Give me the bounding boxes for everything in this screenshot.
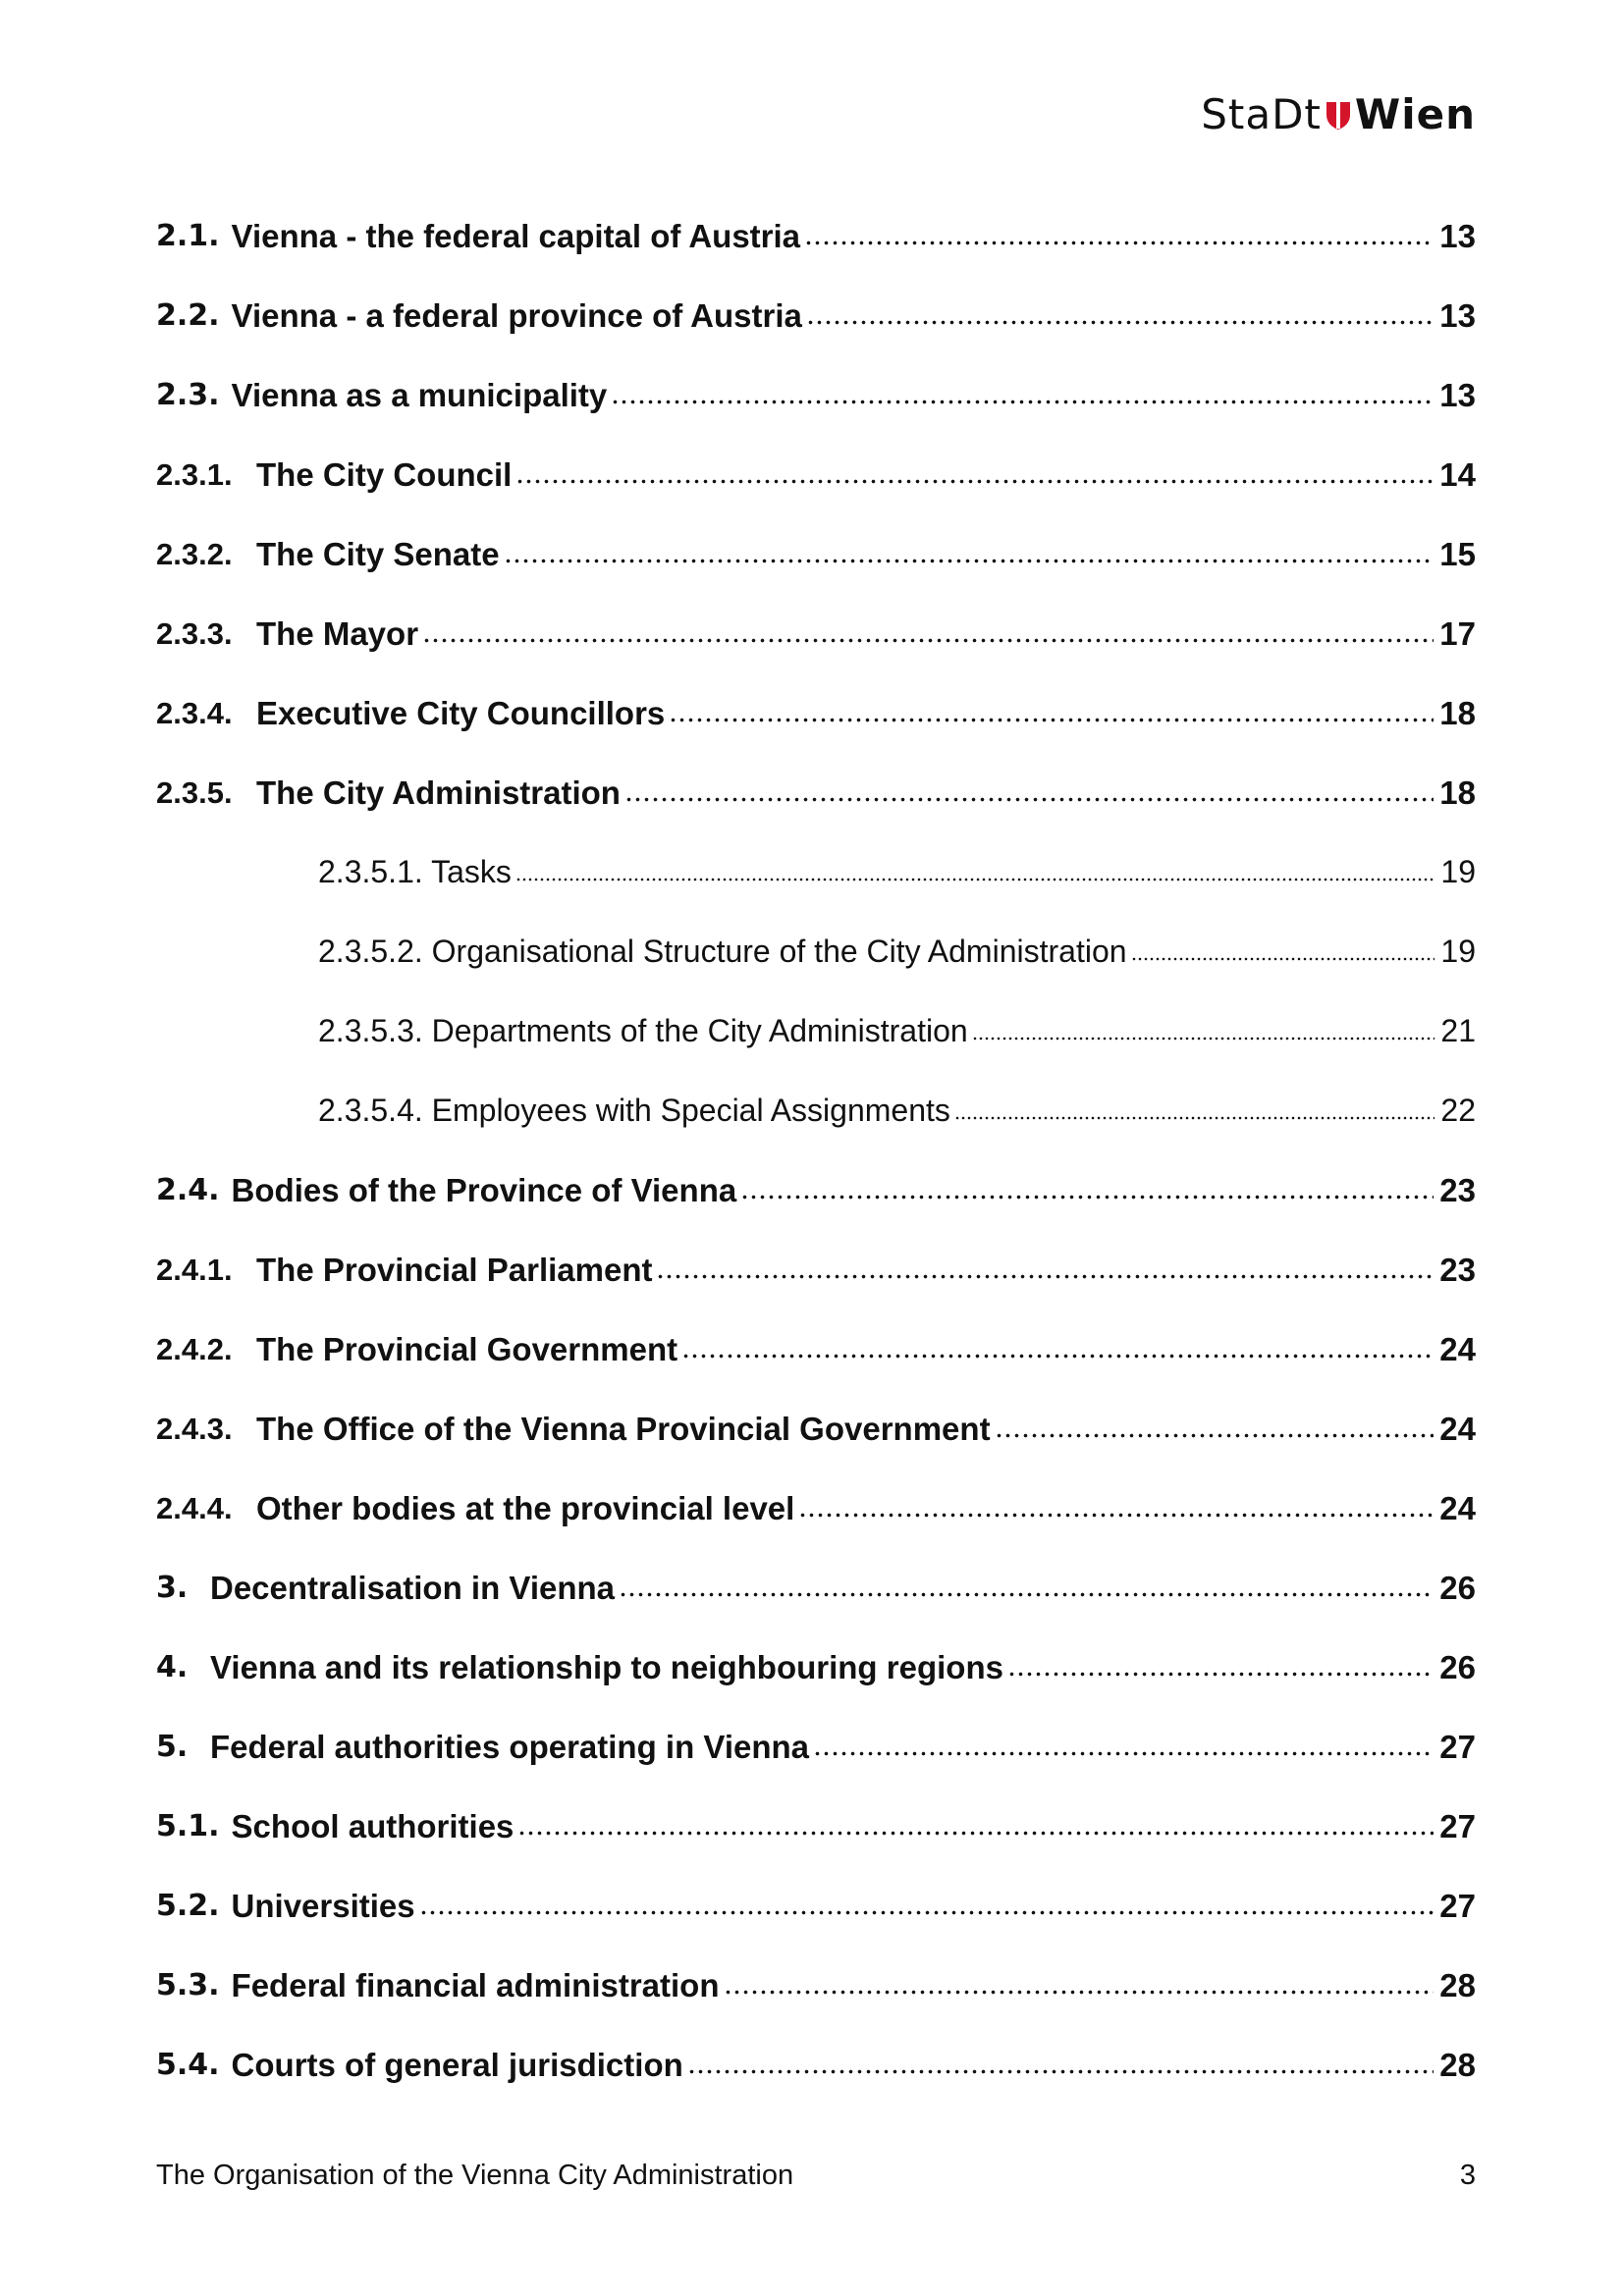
toc-entry[interactable] — [156, 514, 1476, 594]
toc-dot-leader — [804, 222, 1434, 254]
toc-entry[interactable] — [156, 991, 1476, 1071]
toc-entry-title: Federal financial administration — [231, 1966, 720, 2003]
toc-entry-title: Vienna and its relationship to neighbouring regions — [210, 1648, 1003, 1685]
toc-entry[interactable] — [156, 196, 1476, 276]
toc-entry-number: 2.3. — [156, 378, 220, 412]
toc-dot-leader — [515, 460, 1434, 493]
toc-dot-leader — [740, 1176, 1434, 1208]
toc-entry-title: The Provincial Parliament — [256, 1251, 653, 1288]
toc-entry-number: 2.3.1. — [156, 456, 233, 492]
toc-entry[interactable] — [156, 1866, 1476, 1946]
toc-entry-title: School authorities — [231, 1807, 514, 1844]
toc-entry-page: 17 — [1439, 614, 1476, 652]
toc-entry-number: 2.3.2. — [156, 536, 233, 571]
toc-dot-leader — [995, 1415, 1435, 1447]
toc-entry-title: Vienna - a federal province of Austria — [231, 296, 802, 334]
toc-entry[interactable] — [156, 1787, 1476, 1866]
toc-entry-title: Vienna - the federal capital of Austria — [231, 217, 801, 254]
stadt-wien-logo — [1201, 90, 1476, 138]
logo-text-wien: Wien — [1354, 90, 1476, 138]
toc-entry-page: 24 — [1439, 1330, 1476, 1367]
toc-entry-page: 26 — [1439, 1648, 1476, 1685]
toc-entry-page: 27 — [1439, 1728, 1476, 1765]
toc-entry-title: 2.3.5.1. Tasks — [318, 854, 512, 889]
toc-entry-page: 27 — [1439, 1807, 1476, 1844]
toc-dot-leader — [419, 1892, 1435, 1924]
toc-entry-title: Other bodies at the provincial level — [256, 1489, 795, 1526]
toc-entry[interactable] — [156, 912, 1476, 991]
toc-dot-leader — [681, 1335, 1434, 1367]
toc-entry[interactable] — [156, 1230, 1476, 1309]
footer-document-title: The Organisation of the Vienna City Administration — [156, 2160, 794, 2191]
toc-entry-number: 2.4.3. — [156, 1411, 233, 1446]
toc-dot-leader — [517, 1812, 1434, 1844]
toc-entry-page: 18 — [1439, 694, 1476, 731]
toc-entry-title: The City Administration — [256, 774, 621, 811]
toc-dot-leader — [687, 2051, 1435, 2083]
toc-entry[interactable] — [156, 355, 1476, 435]
toc-entry-number: 2.4.2. — [156, 1331, 233, 1366]
toc-dot-leader — [422, 619, 1434, 652]
toc-entry-page: 14 — [1439, 455, 1476, 493]
toc-entry-title: 2.3.5.2. Organisational Structure of the City Administration — [318, 934, 1127, 969]
table-of-contents — [156, 196, 1476, 2105]
toc-dot-leader — [1131, 938, 1435, 970]
toc-entry[interactable] — [156, 2025, 1476, 2105]
toc-dot-leader — [1007, 1653, 1434, 1685]
toc-entry[interactable] — [156, 435, 1476, 514]
toc-entry-number: 4. — [156, 1650, 189, 1684]
toc-dot-leader — [724, 1971, 1435, 2003]
toc-entry[interactable] — [156, 753, 1476, 832]
toc-entry-page: 19 — [1440, 934, 1476, 969]
toc-entry-page: 13 — [1439, 376, 1476, 413]
toc-dot-leader — [656, 1255, 1434, 1288]
toc-entry-number: 5.4. — [156, 2048, 220, 2082]
toc-entry-number: 5.2. — [156, 1889, 220, 1923]
toc-entry[interactable] — [156, 276, 1476, 355]
toc-entry-page: 27 — [1439, 1887, 1476, 1924]
toc-entry[interactable] — [156, 832, 1476, 912]
logo-text-stadt: StaDt — [1201, 90, 1322, 138]
toc-entry[interactable] — [156, 1071, 1476, 1150]
toc-entry-number: 5. — [156, 1730, 189, 1764]
toc-dot-leader — [619, 1574, 1434, 1606]
toc-dot-leader — [669, 699, 1434, 731]
toc-dot-leader — [813, 1733, 1434, 1765]
toc-entry-page: 24 — [1439, 1410, 1476, 1447]
toc-entry-number: 2.3.4. — [156, 695, 233, 730]
toc-entry-page: 23 — [1439, 1251, 1476, 1288]
toc-entry-number: 2.4.4. — [156, 1490, 233, 1525]
toc-entry-title: 2.3.5.3. Departments of the City Administration — [318, 1013, 968, 1048]
toc-entry[interactable] — [156, 1707, 1476, 1787]
toc-entry-number: 3. — [156, 1571, 189, 1605]
toc-entry-page: 26 — [1439, 1569, 1476, 1606]
toc-dot-leader — [954, 1097, 1435, 1129]
toc-entry-page: 21 — [1440, 1013, 1476, 1048]
toc-entry[interactable] — [156, 1468, 1476, 1548]
toc-entry[interactable] — [156, 1548, 1476, 1628]
toc-entry-title: Courts of general jurisdiction — [231, 2046, 683, 2083]
toc-entry[interactable] — [156, 1389, 1476, 1468]
toc-entry[interactable] — [156, 673, 1476, 753]
toc-dot-leader — [611, 381, 1434, 413]
toc-entry-title: Universities — [231, 1887, 415, 1924]
vienna-shield-icon — [1326, 101, 1351, 131]
toc-entry[interactable] — [156, 594, 1476, 673]
toc-entry-title: The City Senate — [256, 535, 500, 572]
toc-entry-title: The City Council — [256, 455, 513, 493]
toc-entry-page: 22 — [1440, 1093, 1476, 1128]
toc-entry[interactable] — [156, 1628, 1476, 1707]
toc-entry-title: The Office of the Vienna Provincial Government — [256, 1410, 991, 1447]
toc-entry-page: 19 — [1440, 854, 1476, 889]
toc-entry-title: Vienna as a municipality — [231, 376, 608, 413]
toc-entry[interactable] — [156, 1946, 1476, 2025]
toc-dot-leader — [515, 859, 1435, 890]
toc-entry-page: 24 — [1439, 1489, 1476, 1526]
toc-entry-number: 2.4.1. — [156, 1252, 233, 1287]
toc-entry-title: The Mayor — [256, 614, 419, 652]
toc-entry-page: 28 — [1439, 1966, 1476, 2003]
toc-entry[interactable] — [156, 1150, 1476, 1230]
toc-entry-title: Executive City Councillors — [256, 694, 666, 731]
toc-entry-number: 2.4. — [156, 1173, 220, 1207]
toc-dot-leader — [624, 778, 1434, 811]
toc-entry-title: Bodies of the Province of Vienna — [231, 1171, 737, 1208]
toc-entry[interactable] — [156, 1309, 1476, 1389]
toc-entry-number: 5.3. — [156, 1968, 220, 2002]
toc-entry-number: 2.3.5. — [156, 774, 233, 810]
toc-entry-title: 2.3.5.4. Employees with Special Assignments — [318, 1093, 950, 1128]
toc-dot-leader — [504, 540, 1435, 572]
toc-dot-leader — [806, 301, 1434, 334]
toc-entry-number: 2.2. — [156, 298, 220, 333]
toc-dot-leader — [798, 1494, 1434, 1526]
toc-entry-page: 18 — [1439, 774, 1476, 811]
toc-entry-page: 23 — [1439, 1171, 1476, 1208]
toc-entry-page: 13 — [1439, 296, 1476, 334]
toc-entry-title: Decentralisation in Vienna — [210, 1569, 616, 1606]
footer-page-number: 3 — [1459, 2160, 1476, 2191]
toc-entry-number: 5.1. — [156, 1809, 220, 1843]
toc-entry-page: 28 — [1439, 2046, 1476, 2083]
toc-entry-page: 13 — [1439, 217, 1476, 254]
page-footer — [156, 2160, 1476, 2192]
toc-entry-number: 2.1. — [156, 219, 220, 253]
toc-dot-leader — [972, 1018, 1435, 1049]
toc-entry-number: 2.3.3. — [156, 615, 233, 651]
toc-entry-page: 15 — [1439, 535, 1476, 572]
toc-entry-title: Federal authorities operating in Vienna — [210, 1728, 810, 1765]
toc-entry-title: The Provincial Government — [256, 1330, 678, 1367]
